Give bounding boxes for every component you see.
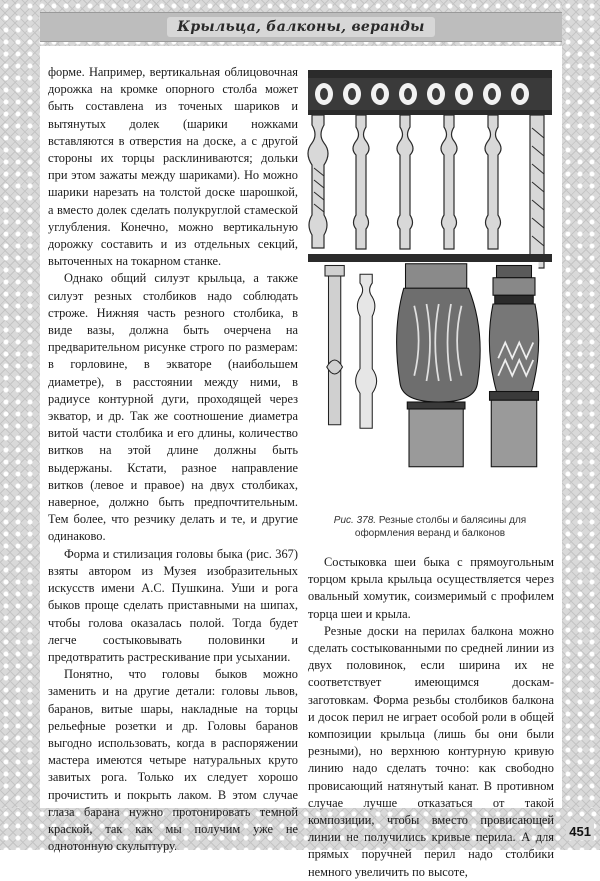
figure-caption-text: Резные столбы и балясины для оформления веранд и балконов: [354, 515, 527, 539]
right-text-column: [308, 554, 554, 881]
paragraph: Состыковка шеи быка с прямоугольным торцом крыла крыльца осуществляется через овальный хомутик, соизмеримый с профилем торца шеи и крыла.: [308, 555, 554, 621]
paragraph: Резные доски на перилах балкона можно сделать состыкованными по средней линии из двух половинок, если ширина их не соответствует имеющимся доскам-заготовкам. Форма резьбы столбиков балкона и досок перил не играет особой роли в общей композиции крыльца (лишь бы они были резными), но верхнюю контурную кривую линию надо сделать точно: как свободно провисающий натянутый канат. В противном случае лучше отказаться от такой композиции, чтобы вместо провисающей линии не получились кривые перила. А для прямых поручней перил надо столбики немного увеличить по высоте,: [308, 623, 554, 879]
running-header: [40, 12, 562, 42]
balcony-railing-illustration: [306, 68, 554, 268]
decorative-border-left: [0, 0, 40, 850]
paragraph: форме. Например, вертикальная облицовочная дорожка на кромке опорного столба может быть составлена из точеных шариков и вытянутых долек (шарики ножками вставляются в отверстия на доске, а с другой стороны их торцы расклиниваются; дольки при этом зажаты между шариками). Но можно шарики нарезать на толстой доске шарошкой, а вместо долек сделать полукруглой стамеской углубления. Конечно, можно вертикальную дорожку составить и из отдельных секций, выточенных на токарном станке.: [48, 65, 298, 269]
paragraph: Понятно, что головы быков можно заменить и на другие детали: головы львов, баранов, витые шары, накладные на торцы рельефные розетки и др. Головы баранов выгодно использовать, когда в распоряжении мастера имеются четыре натуральных круто завитых рога. Только их следует хорошо прочистить и покрыть лаком. В этом случае глаза барана нужно протонировать темной краской, так как мы получим уже не однотонную скульптуру.: [48, 667, 298, 854]
decorative-border-right: [562, 0, 600, 850]
running-header-title: Крыльца, балконы, веранды: [167, 17, 434, 37]
carved-column-details-illustration: [306, 262, 554, 472]
paragraph: Однако общий силуэт крыльца, а также силуэт резных столбиков надо соблюдать строже. Нижняя часть резного столбика, в виде вазы, должна быть очерчена на предварительном рисунке строго по размерам: в горловине, в экваторе (наибольшем диаметре), в расстоянии между ними, в радиусе контурной дуги, проходящей через экватор, и др. Так же соотношение диаметра витой части столбика и его длины, количество витков на этой длине должны быть выдержаны. Кстати, разное направление витков (левое и правое) на двух столбиках, наверное, должно быть предпочтительным. Тем более, что резчику делать и те, и другие одинаково.: [48, 271, 298, 544]
figure-caption: [306, 514, 554, 540]
page-number: 451: [566, 823, 594, 840]
page-content: [40, 46, 562, 879]
left-text-column: [48, 64, 298, 855]
figure-number: Рис. 378.: [333, 515, 377, 526]
paragraph: Форма и стилизация головы быка (рис. 367) взяты автором из Музея изобразительных искусств имени А.С. Пушкина. Уши и рога быков проще сделать приставными на шипах, чтобы голова оказалась полой. Тогда будет легче состыковывать половинки и предотвратить растрескивание при усыхании.: [48, 546, 298, 664]
